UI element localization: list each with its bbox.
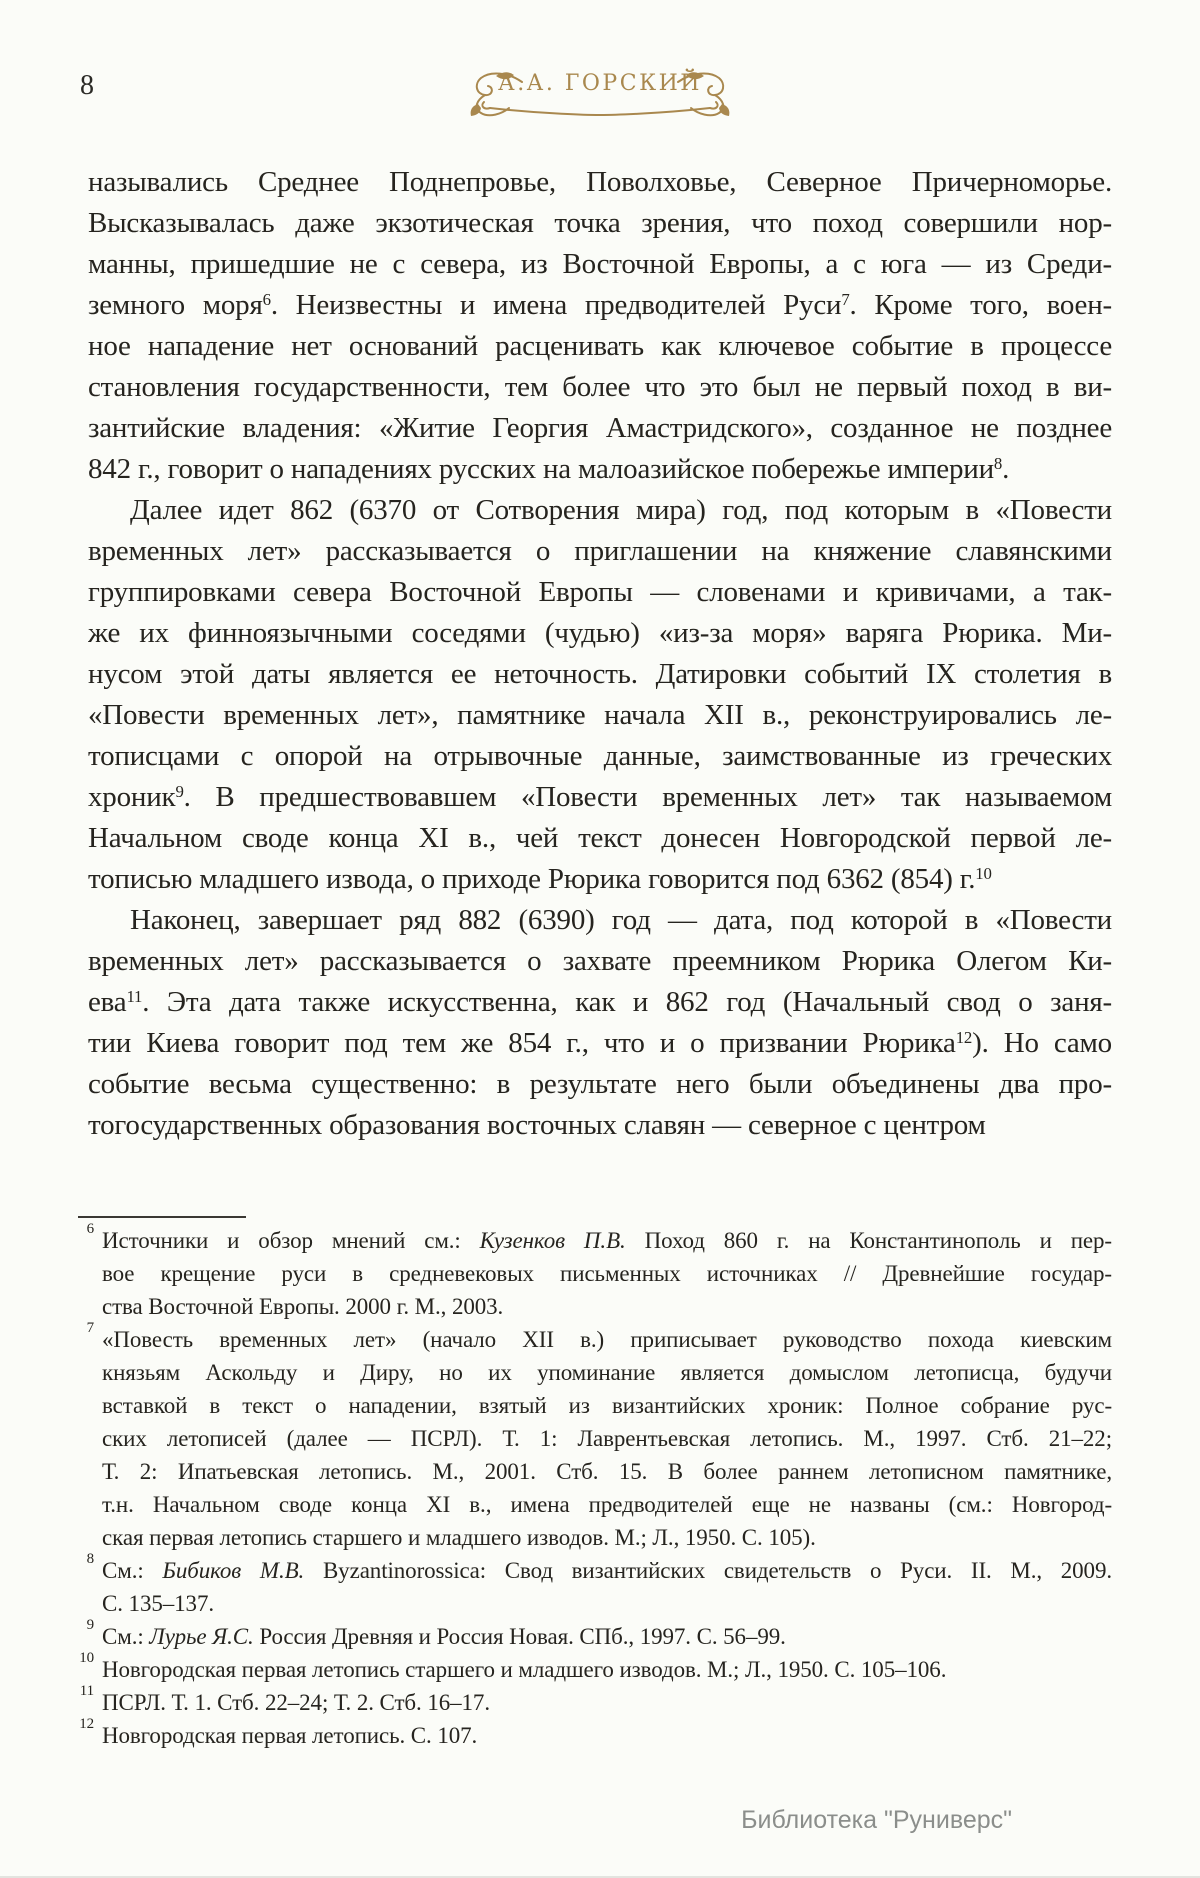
text-segment: . Эта дата также искусственна, как и 862 год (Начальный свод о заня- xyxy=(142,986,1112,1018)
text-segment: т.н. Начальном своде конца XI в., имена предводителей еще не названы (см.: Новгород- xyxy=(102,1492,1112,1517)
text-segment: манны, пришедшие не с севера, из Восточной Европы, а с юга — из Среди- xyxy=(88,248,1112,280)
text-segment: же их финноязычными соседями (чудью) «из-за моря» варяга Рюрика. Ми- xyxy=(88,617,1112,649)
text-segment: Начальном своде конца XI в., чей текст донесен Новгородской первой ле- xyxy=(88,822,1112,854)
text-segment: . xyxy=(1002,453,1010,485)
body-line xyxy=(88,695,1112,736)
text-segment: Высказывалась даже экзотическая точка зрения, что поход совершили нор- xyxy=(88,207,1112,239)
body-line xyxy=(88,654,1112,695)
text-segment: . В предшествовавшем «Повести временных лет» так называемом xyxy=(183,781,1112,813)
body-line xyxy=(88,900,1112,941)
footnote-item xyxy=(79,1683,1112,1719)
text-segment: . Неизвестны и имена предводителей Руси xyxy=(270,289,842,321)
footnote-reference: 6 xyxy=(262,290,271,310)
footnote-line xyxy=(102,1686,1112,1719)
body-line xyxy=(88,367,1112,408)
body-line xyxy=(88,1064,1112,1105)
body-line xyxy=(88,736,1112,777)
text-segment: ства Восточной Европы. 2000 г. М., 2003. xyxy=(102,1294,504,1319)
footnote-line xyxy=(102,1224,1112,1257)
footnote-item xyxy=(86,1320,1112,1554)
footnote-line xyxy=(102,1356,1112,1389)
footnote-line xyxy=(102,1422,1112,1455)
running-head-ornament xyxy=(464,70,736,120)
text-segment: См.: xyxy=(102,1624,150,1649)
footnote-reference: 7 xyxy=(841,290,850,310)
body-line xyxy=(88,941,1112,982)
footnote-line xyxy=(102,1290,1112,1323)
footnote-line xyxy=(102,1521,1112,1554)
text-segment: временных лет» рассказывается о захвате преемником Рюрика Олегом Ки- xyxy=(88,945,1112,977)
body-line xyxy=(88,244,1112,285)
text-segment: С. 135–137. xyxy=(102,1591,214,1616)
page-number: 8 xyxy=(80,70,94,101)
body-line xyxy=(88,818,1112,859)
main-text xyxy=(88,162,1112,1146)
body-line xyxy=(88,613,1112,654)
footnote-line xyxy=(102,1620,1112,1653)
text-segment: ное нападение нет оснований расценивать как ключевое событие в процессе xyxy=(88,330,1112,362)
text-segment: нусом этой даты является ее неточность. Датировки событий IX столетия в xyxy=(88,658,1112,690)
text-segment: ская первая летопись старшего и младшего изводов. М.; Л., 1950. С. 105). xyxy=(102,1525,816,1550)
text-segment: хроник xyxy=(88,781,176,813)
text-segment: тописцами с опорой на отрывочные данные, заимствованные из греческих xyxy=(88,740,1112,772)
text-segment: Т. 2: Ипатьевская летопись. М., 2001. Стб. 15. В более раннем летописном памятнике, xyxy=(102,1459,1112,1484)
footnote-marker: 11 xyxy=(79,1683,94,1699)
footnote-line xyxy=(102,1389,1112,1422)
italic-author-name: Бибиков М.В. xyxy=(162,1558,305,1583)
text-segment: . Кроме того, воен- xyxy=(849,289,1112,321)
text-segment: назывались Среднее Поднепровье, Поволховье, Северное Причерноморье. xyxy=(88,166,1112,198)
footnote-line xyxy=(102,1587,1112,1620)
footnote-marker: 8 xyxy=(86,1551,94,1567)
footnote-line xyxy=(102,1323,1112,1356)
text-segment: «Повести временных лет», памятнике начала XII в., реконструировались ле- xyxy=(88,699,1112,731)
text-segment: становления государственности, тем более что это был не первый поход в ви- xyxy=(88,371,1112,403)
body-line xyxy=(88,162,1112,203)
text-segment: См.: xyxy=(102,1558,163,1583)
footnote-line xyxy=(102,1455,1112,1488)
text-segment: ). Но само xyxy=(972,1027,1112,1059)
text-segment: ПСРЛ. Т. 1. Стб. 22–24; Т. 2. Стб. 16–17. xyxy=(102,1690,490,1715)
text-segment: вставкой в текст о нападении, взятый из византийских хроник: Полное собрание рус- xyxy=(102,1393,1112,1418)
footnote-reference: 8 xyxy=(993,454,1003,474)
footnotes xyxy=(79,1221,1112,1752)
body-line xyxy=(88,203,1112,244)
footnote-marker: 10 xyxy=(79,1650,94,1666)
body-line xyxy=(88,1105,1112,1146)
body-line xyxy=(88,982,1112,1023)
footnote-item xyxy=(86,1221,1112,1323)
body-line xyxy=(88,859,1112,900)
footnote-reference: 12 xyxy=(955,1028,973,1048)
text-segment: событие весьма существенно: в результате него были объединены два про- xyxy=(88,1068,1112,1100)
footnote-line xyxy=(102,1488,1112,1521)
text-segment: вое крещение руси в средневековых письменных источниках // Древнейшие государ- xyxy=(102,1261,1112,1286)
text-segment: «Повесть временных лет» (начало XII в.) приписывает руководство похода киевским xyxy=(102,1327,1112,1352)
text-segment: земного моря xyxy=(88,289,263,321)
text-segment: тогосударственных образования восточных славян — северное с центром xyxy=(88,1109,986,1141)
text-segment: 842 г., говорит о нападениях русских на малоазийское побережье империи xyxy=(88,453,994,485)
text-segment: Byzantinorossica: Свод византийских свидетельств о Руси. II. М., 2009. xyxy=(304,1558,1112,1583)
library-watermark: Библиотека "Руниверс" xyxy=(741,1806,1012,1834)
text-segment: Наконец, завершает ряд 882 (6390) год — дата, под которой в «Повести xyxy=(130,904,1112,936)
text-segment: ских летописей (далее — ПСРЛ). Т. 1: Лаврентьевская летопись. М., 1997. Стб. 21–22; xyxy=(102,1426,1112,1451)
footnote-line xyxy=(102,1257,1112,1290)
footnote-reference: 10 xyxy=(975,864,992,884)
footnote-item xyxy=(86,1617,1112,1653)
running-head-title: А.А. ГОРСКИЙ xyxy=(498,71,702,96)
italic-author-name: Лурье Я.С. xyxy=(149,1624,254,1649)
footnote-marker: 6 xyxy=(86,1221,94,1237)
footnote-item xyxy=(86,1551,1112,1620)
text-segment: Поход 860 г. на Константинополь и пер- xyxy=(625,1228,1112,1253)
body-line xyxy=(88,326,1112,367)
text-segment: Далее идет 862 (6370 от Сотворения мира) год, под которым в «Повести xyxy=(130,494,1112,526)
body-line xyxy=(88,1023,1112,1064)
footnote-reference: 11 xyxy=(126,987,143,1007)
footnote-marker: 9 xyxy=(86,1617,94,1633)
body-line xyxy=(88,572,1112,613)
text-segment: Россия Древняя и Россия Новая. СПб., 1997. С. 56–99. xyxy=(253,1624,786,1649)
footnote-item xyxy=(79,1650,1112,1686)
text-segment: зантийские владения: «Житие Георгия Амастридского», созданное не позднее xyxy=(88,412,1112,444)
text-segment: группировками севера Восточной Европы — словенами и кривичами, а так- xyxy=(88,576,1112,608)
body-line xyxy=(88,531,1112,572)
footnote-divider xyxy=(78,1216,246,1218)
body-line xyxy=(88,285,1112,326)
body-line xyxy=(88,777,1112,818)
footnote-item xyxy=(79,1716,1112,1752)
text-segment: ева xyxy=(88,986,127,1018)
text-segment: Источники и обзор мнений см.: xyxy=(102,1228,480,1253)
text-segment: Новгородская первая летопись старшего и младшего изводов. М.; Л., 1950. С. 105–106. xyxy=(102,1657,947,1682)
footnote-line xyxy=(102,1719,1112,1752)
footnote-line xyxy=(102,1653,1112,1686)
footnote-marker: 7 xyxy=(86,1320,94,1336)
body-line xyxy=(88,408,1112,449)
text-segment: тописью младшего извода, о приходе Рюрика говорится под 6362 (854) г. xyxy=(88,863,976,895)
body-line xyxy=(88,490,1112,531)
footnote-line xyxy=(102,1554,1112,1587)
footnote-reference: 9 xyxy=(175,782,184,802)
text-segment: временных лет» рассказывается о приглашении на княжение славянскими xyxy=(88,535,1112,567)
body-line xyxy=(88,449,1112,490)
footnote-marker: 12 xyxy=(79,1716,94,1732)
text-segment: Новгородская первая летопись. С. 107. xyxy=(102,1723,478,1748)
text-segment: тии Киева говорит под тем же 854 г., что и о призвании Рюрика xyxy=(88,1027,956,1059)
italic-author-name: Кузенков П.В. xyxy=(479,1228,626,1253)
text-segment: князьям Аскольду и Диру, но их упоминание является домыслом летописца, будучи xyxy=(102,1360,1112,1385)
